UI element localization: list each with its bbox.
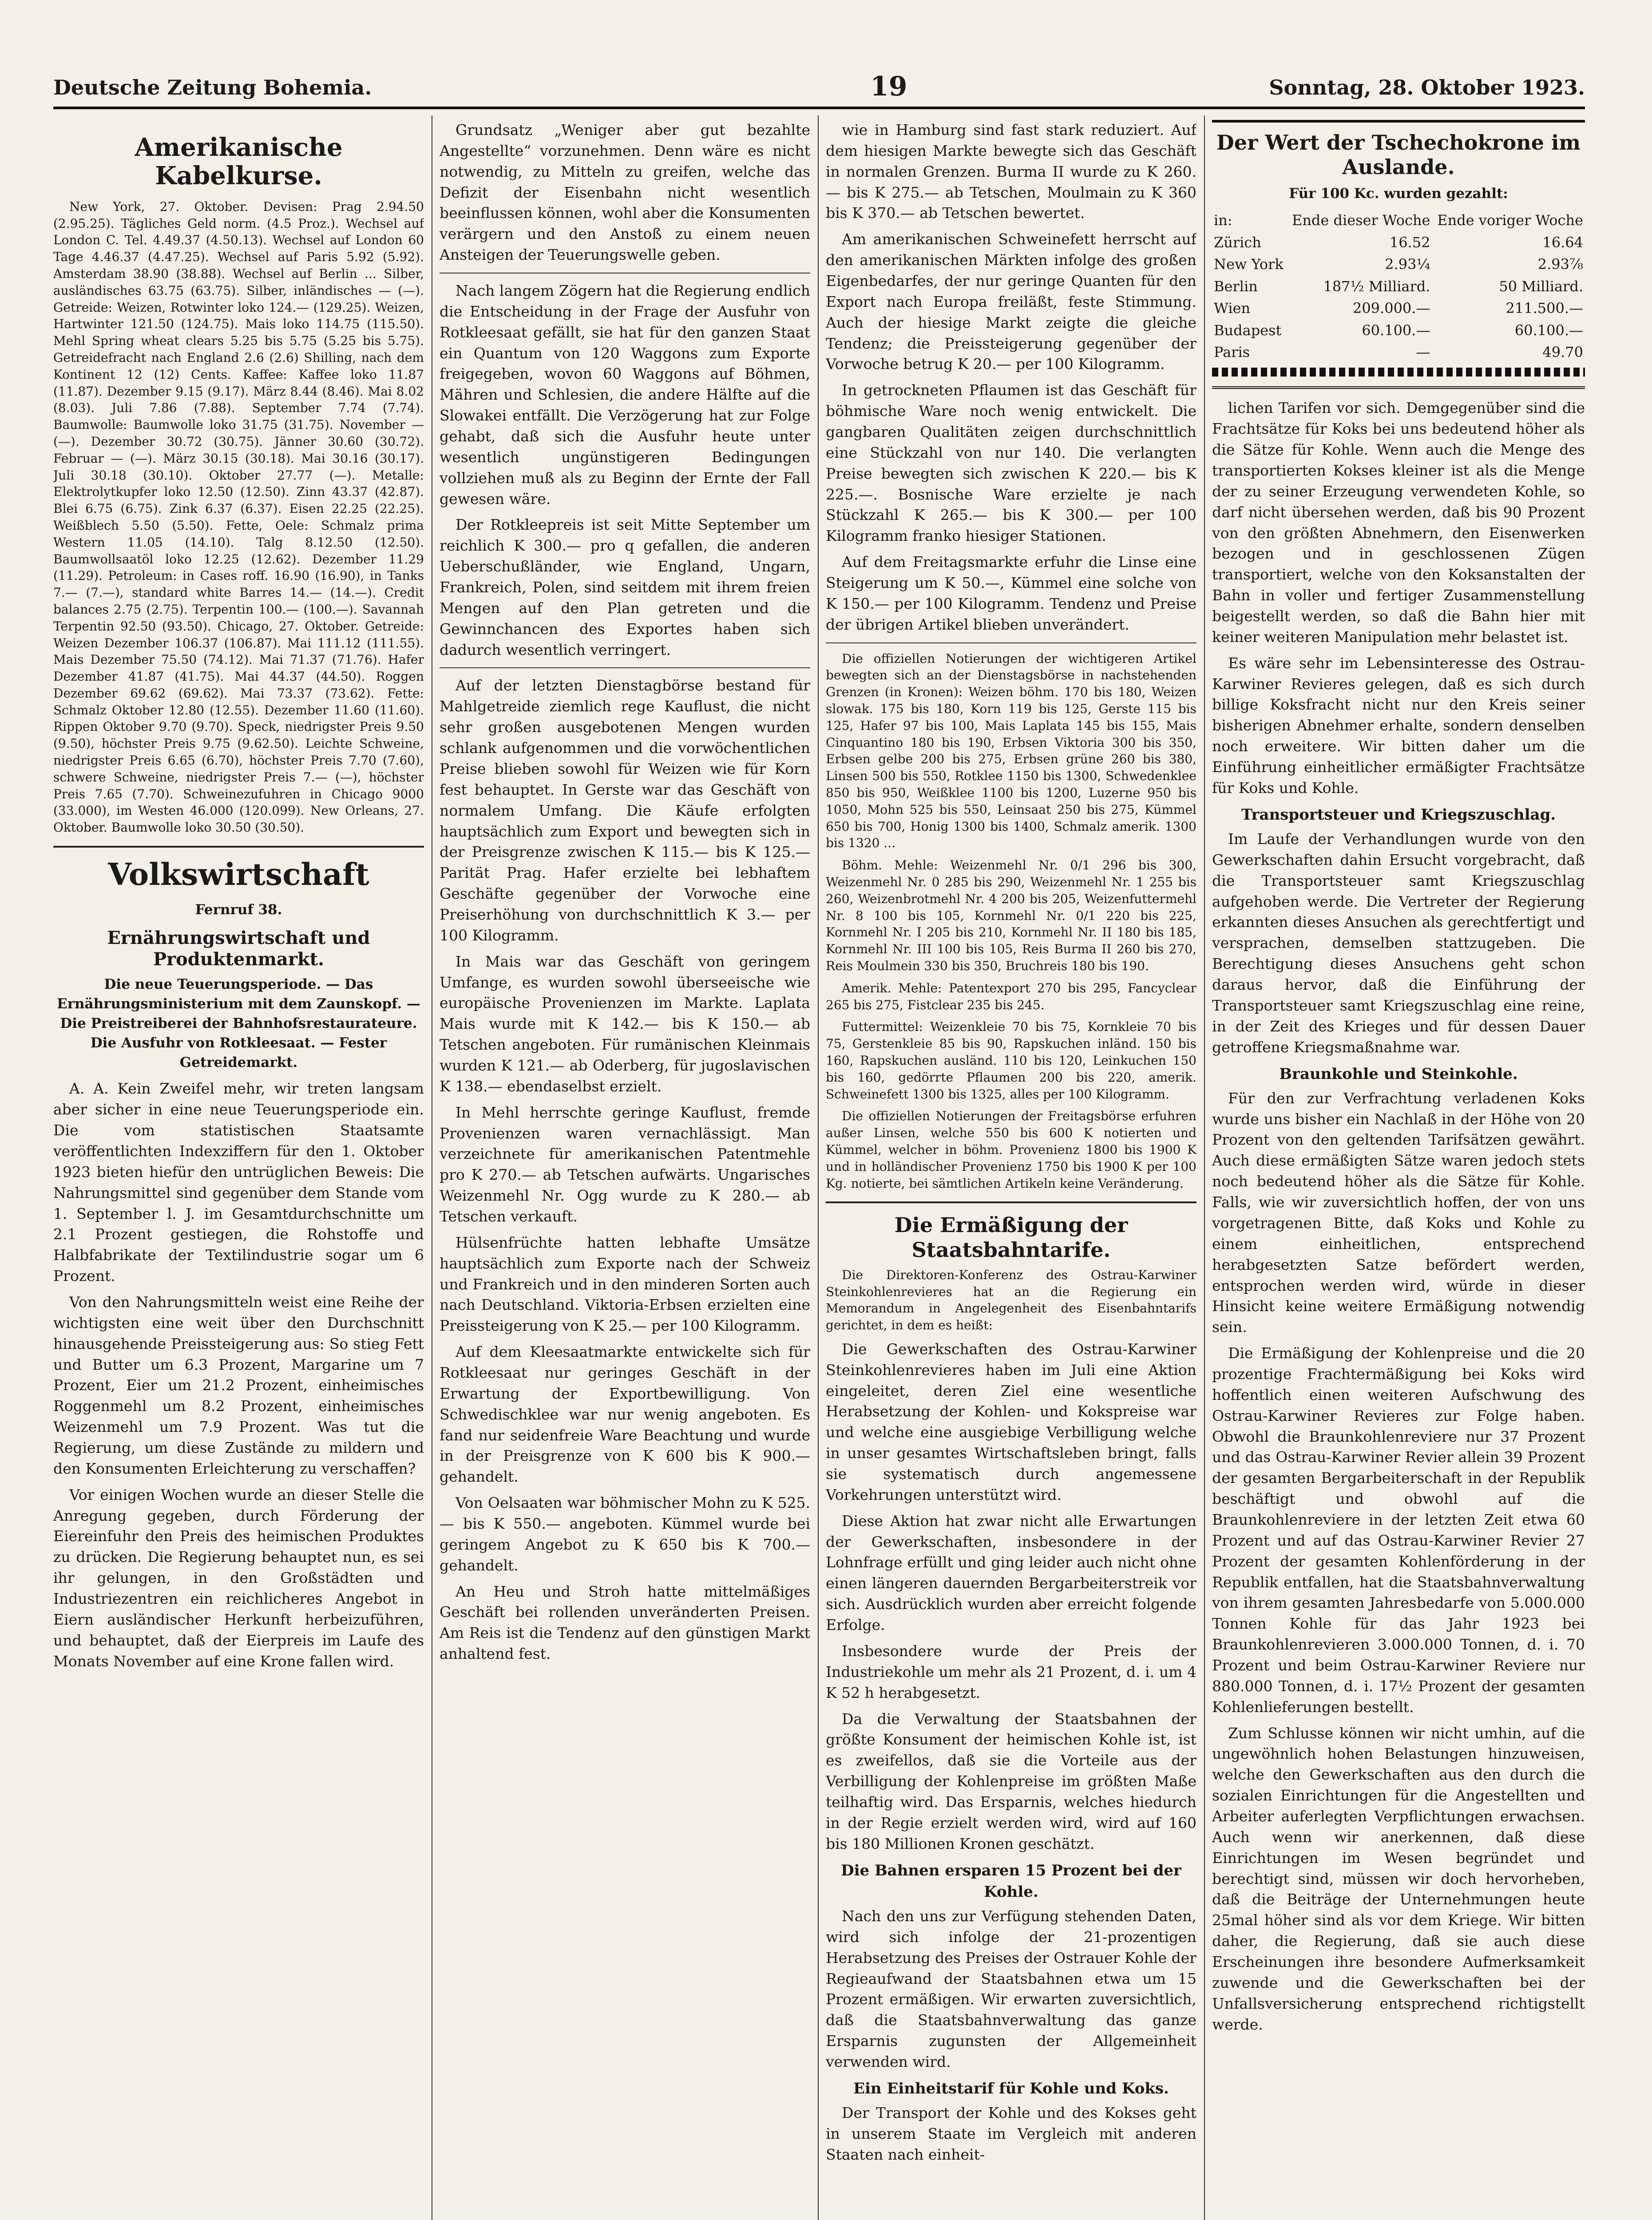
article-paragraph: lichen Tarifen vor sich. Demgegenüber sind die Frachtsätze für Koks bei uns bedeutend höher als die Sätze für Kohle. Wenn auch die Menge des transportierten Kokses kleiner ist als die Menge der zu seiner Erzeugung verwendeten Kohle, so darf nicht übersehen werden, daß bis 90 Prozent von den größten Abnehmern, den Eisenwerken bezogen und in geschlossenen Zügen transportiert, welche von den Koksanstalten der Bahn in voller und fertiger Zusammenstellung beigestellt werden, so daß die Bahn hier mit keiner weiteren Manipulation mehr belastet ist.: [1212, 399, 1585, 646]
article-paragraph: Für den zur Verfrachtung verladenen Koks wurde uns bisher ein Nachlaß in der Höhe von 20 Prozent von den geltenden Tarifsätzen gewährt. Auch diese ermäßigten Sätze waren jedoch stets noch bedeutend höher als die Sätze für Kohle. Falls, wie wir zuversichtlich hoffen, der von uns vorgetragenen Bitte, daß Koks und Kohle zu einem einheitlichen, entsprechend herabgesetzten Satze befördert werden, entsprochen werden wird, würde in dieser Hinsicht keine weitere Ermäßigung notwendig sein.: [1212, 1089, 1585, 1336]
table-row: [1212, 320, 1585, 341]
table-row: [1212, 297, 1585, 319]
article-paragraph: In getrockneten Pflaumen ist das Geschäft für böhmische Ware noch wenig entwickelt. Die gangbaren Qualitäten zeigen durchschnittlich eine Stückzahl von nur 140. Die verlangten Preise bewegten sich zwischen K 220.— bis K 225.—. Bosnische Ware erzielte je nach Stückzahl K 265.— bis K 300.— per 100 Kilogramm franko hiesiger Stationen.: [826, 381, 1196, 545]
volkswirtschaft-heading: Volkswirtschaft: [108, 857, 369, 893]
paper-name: Deutsche Zeitung Bohemia.: [53, 75, 372, 99]
issue-date: Sonntag, 28. Oktober 1923.: [1269, 75, 1585, 99]
article-paragraph: Die Ermäßigung der Kohlenpreise und die 20 prozentige Frachtermäßigung bei Koks wird hoffentlich einen weiteren Aufschwung des Ostrau-Karwiner Revieres zur Folge haben. Obwohl die Braunkohlenreviere nur 37 Prozent und das Ostrau-Karwiner Revier allein 39 Prozent der gesamten Bergarbeiterschaft in der Republik beschäftigt und obwohl auf die Braunkohlenreviere in der letzten Zeit etwa 60 Prozent und auf das Ostrau-Karwiner Revier 27 Prozent der gesamten Kohlenförderung in der Republik entfallen, hat die Staatsbahnverwaltung von ihrem gesamten Jahresbedarfe von 5.000.000 Tonnen Kohle für das Jahr 1923 bei Braunkohlenrevieren 3.000.000 Tonnen, d. i. 70 Prozent und beim Ostrau-Karwiner Reviere nur 880.000 Tonnen, d. i. 17½ Prozent der gesamten Kohlenlieferungen bestellt.: [1212, 1344, 1585, 1716]
table-row: [1212, 254, 1585, 275]
article-paragraph: Nach langem Zögern hat die Regierung endlich die Entscheidung in der Frage der Ausfuhr von Rotkleesaat gefällt, sie hat für den ganzen Staat ein Quantum von 120 Waggons zum Exporte freigegeben, wovon 60 Waggons auf Böhmen, Mähren und Schlesien, die andere Hälfte auf die Slowakei entfällt. Die Verzögerung hat zur Folge gehabt, daß sich die Ausfuhr heute unter wesentlich ungünstigeren Bedingungen vollziehen muß als zu Beginn der Ernte der Fall gewesen wäre.: [440, 282, 810, 507]
table-header: [1212, 210, 1585, 231]
article-paragraph: Von den Nahrungsmitteln weist eine Reihe der wichtigsten eine weit über den Durchschnitt hinausgehende Preissteigerung aus: So stieg Fett und Butter um 6.3 Prozent, Margarine um 7 Prozent, Eier um 21.2 Prozent, einheimisches Roggenmehl um 8.2 Prozent, einheimisches Weizenmehl um 7.9 Prozent. Was tut die Regierung, um diese Zustände zu mildern und den Konsumenten Erleichterung zu verschaffen?: [53, 1293, 424, 1477]
article-paragraph: Der Rotkleepreis ist seit Mitte September um reichlich K 300.— pro q gefallen, die anderen Ueberschußländer, wie England, Ungarn, Frankreich, Polen, sind seitdem mit ihrem freien Mengen auf den Plan getreten und die Gewinnchancen des Exportes haben sich dadurch wesentlich verringert.: [440, 516, 810, 658]
table-cell: Budapest: [1214, 321, 1282, 339]
paragraph-divider: [440, 667, 810, 668]
table-cell: 209.000.—: [1352, 300, 1430, 317]
article-paragraph: Grundsatz „Weniger aber gut bezahlte Angestellte“ vorzunehmen. Denn wäre es nicht notwendig, zu Mitteln zu greifen, welche das Defizit der Eisenbahn nicht wesentlich beeinflussen können, wohl aber die Konsumenten verärgern und den Anstoß zu einem neuen Ansteigen der Teuerungswelle geben.: [440, 121, 810, 264]
table-row: [1212, 232, 1585, 254]
column-4: [1212, 120, 1585, 2220]
braunkohle-heading: Braunkohle und Steinkohle.: [1279, 1065, 1518, 1083]
article-paragraph: Am amerikanischen Schweinefett herrscht auf den amerikanischen Märkten infolge des großen Eigenbedarfes, der nur geringe Quanten für den Export nach Europa freiläßt, feste Stimmung. Auch der hiesige Markt zeigte die gleiche Tendenz; die Preissteigerung gegenüber der Vorwoche betrug K 20.— per 100 Kilogramm.: [826, 230, 1196, 373]
masthead: [53, 67, 1585, 109]
article-paragraph: Auf der letzten Dienstagbörse bestand für Mahlgetreide ziemlich rege Kauflust, die nicht sehr großen ausgebotenen Mengen wurden schlank aufgenommen und die vorwöchentlichen Preise blieben sowohl für Weizen wie für Korn fest behauptet. In Gerste war das Geschäft von normalem Umfang. Die Käufe erfolgten hauptsächlich zum Export und bewegten sich in der Preisgrenze zwischen K 115.— bis K 125.— Parität Prag. Hafer erzielte bei lebhaftem Geschäfte gegenüber der Vorwoche eine Preiserhöhung von durchschnittlich K 3.— per 100 Kilogramm.: [440, 677, 810, 944]
ernaehrung-subheadings: Die neue Teuerungsperiode. — Das Ernährungsministerium mit dem Zaunskopf. — Die Preistreiberei der Bahnhofsrestaurateure. Die Ausfuhr von Rotkleesaat. — Fester Getreidemarkt.: [57, 976, 420, 1071]
article-paragraph: Auf dem Freitagsmarkte erfuhr die Linse eine Steigerung um K 50.—, Kümmel eine solche von K 150.— per 100 Kilogramm. Tendenz und Preise der übrigen Artikel blieben unverändert.: [826, 553, 1196, 633]
article-paragraph: In Mehl herrschte geringe Kauflust, fremde Provenienzen waren vernachlässigt. Man verzeichnete für amerikanischen Patentmehle pro K 270.— ab Tetschen aufwärts. Ungarisches Weizenmehl Nr. Ogg wurde zu K 280.— ab Tetschen verkauft.: [440, 1103, 810, 1225]
fernruf: Fernruf 38.: [195, 902, 282, 918]
article-paragraph: wie in Hamburg sind fast stark reduziert. Auf dem hiesigen Markte bewegte sich das Geschäft in normalen Grenzen. Burma II wurde zu K 260.— bis K 275.— ab Tetschen, Moulmain zu K 360 bis K 370.— ab Tetschen bewertet.: [826, 121, 1196, 222]
table-cell: New York: [1214, 256, 1284, 273]
article-paragraph: A. A. Kein Zweifel mehr, wir treten langsam aber sicher in eine neue Teuerungsperiode ein. Die vom statistischen Staatsamte veröffentlichten Indexziffern für den 1. Oktober 1923 bieten hiefür den untrüglichen Beweis: Die Nahrungsmittel sind gegenüber dem Stande vom 1. September l. J. im Gesamtdurchschnitte um 2.1 Prozent gestiegen, die Rohstoffe und Halbfabrikate der Textilindustrie sogar um 6 Prozent.: [53, 1080, 424, 1285]
article-paragraph: An Heu und Stroh hatte mittelmäßiges Geschäft bei rollenden unveränderten Preisen. Am Reis ist die Tendenz auf den günstigen Markt anhaltend fest.: [440, 1582, 810, 1663]
article-paragraph: In Mais war das Geschäft von geringem Umfange, es wurden sowohl überseeische wie europäische Provenienzen im Markte. Laplata Mais wurde mit K 142.— bis K 150.— ab Tetschen angeboten. Für rumänischen Kleinmais wurden K 121.— ab Oderberg, für jugoslavischen K 138.— ebendaselbst erzielt.: [440, 952, 810, 1095]
table-cell: Berlin: [1214, 278, 1258, 295]
page-number: 19: [870, 71, 907, 102]
section-divider: [53, 846, 424, 848]
paragraph-divider: [440, 273, 810, 274]
column-2: [440, 120, 810, 2220]
table-cell: Paris: [1214, 344, 1250, 361]
column-3: [826, 120, 1196, 2220]
article-paragraph: Insbesondere wurde der Preis der Industriekohle um mehr als 21 Prozent, d. i. um 4 K 52 h herabgesetzt.: [826, 1642, 1196, 1701]
column-rule: [818, 115, 819, 2220]
article-paragraph: Nach den uns zur Verfügung stehenden Daten, wird sich infolge der 21-prozentigen Herabsetzung des Preises der Ostrauer Kohle der Regieaufwand der Staatsbahnen etwa um 15 Prozent ermäßigen. Wir erwarten zuversichtlich, daß die Staatsbahnverwaltung das ganze Ersparnis zugunsten der Allgemeinheit verwenden wird.: [826, 1907, 1196, 2071]
futtermittel-text: Futtermittel: Weizenkleie 70 bis 75, Kornkleie 70 bis 75, Gerstenkleie 85 bis 90, Rapskuchen inländ. 150 bis 160, Rapskuchen ausländ. 110 bis 120, Leinkuchen 150 bis 160, gedörrte Pflaumen 200 bis 220, amerik. Schweinefett 1300 bis 1325, alles per 100 Kilogramm.: [826, 1019, 1196, 1102]
section-divider: [826, 1201, 1196, 1203]
table-cell: Wien: [1214, 300, 1251, 317]
table-cell: Zürich: [1214, 234, 1261, 251]
article-paragraph: Es wäre sehr im Lebensinteresse des Ostrau-Karwiner Revieres gelegen, daß es sich durch billige Koksfracht nicht nur den Kreis seiner bisherigen Abnehmer erhalte, sondern denselben noch erweitere. Wir bitten daher um die Einführung einheitlicher ermäßigter Frachtsätze für Koks und Kohle.: [1212, 654, 1585, 797]
krone-wert-subheading: Für 100 Kc. wurden gezahlt:: [1289, 186, 1508, 202]
table-cell: 60.100.—: [1362, 321, 1430, 339]
paragraph-divider: [826, 642, 1196, 643]
tarif-intro: Die Direktoren-Konferenz des Ostrau-Karwiner Steinkohlenrevieres hat an die Regierung ein Memorandum in Angelegenheit des Eisenbahntarifs gerichtet, in dem es heißt:: [826, 1267, 1196, 1333]
table-cell: 50 Milliard.: [1499, 278, 1583, 295]
table-cell: 187½ Milliard.: [1323, 278, 1430, 295]
table-row: [1212, 276, 1585, 297]
article-paragraph: Die Gewerkschaften des Ostrau-Karwiner Steinkohlenrevieres haben im Juli eine Aktion eingeleitet, deren Ziel eine wesentliche Herabsetzung der Kohlen- und Kokspreise war und welche eine ausgiebige Verbilligung welche in unser gesamtes Wirtschaftsleben bringt, falls sie systematisch durch angemessene Vorkehrungen unterstützt wird.: [826, 1340, 1196, 1503]
notierungen-text: Die offiziellen Notierungen der wichtigeren Artikel bewegten sich an der Dienstagsbörse in nachstehenden Grenzen (in Kronen): Weizen böhm. 170 bis 180, Weizen slowak. 175 bis 180, Korn 119 bis 125, Gerste 115 bis 125, Hafer 97 bis 100, Mais Laplata 145 bis 155, Mais Cinquantino 180 bis 190, Erbsen Viktoria 300 bis 350, Erbsen gelbe 200 bis 275, Erbsen grüne 260 bis 380, Linsen 500 bis 550, Rotklee 1150 bis 1300, Schwedenklee 850 bis 950, Weißklee 1100 bis 1200, Luzerne 950 bis 1050, Mohn 525 bis 550, Leinsaat 250 bis 275, Kümmel 650 bis 700, Honig 1300 bis 1400, Schmalz amerik. 1300 bis 1320 ...: [826, 651, 1196, 851]
ornamental-rule: [1212, 368, 1585, 377]
table-cell: 2.93⅞: [1537, 256, 1583, 273]
table-row: [1212, 341, 1585, 363]
article-paragraph: Auf dem Kleesaatmarkte entwickelte sich für Rotkleesaat nur geringes Geschäft in der Erwartung der Exportbewilligung. Von Schwedischklee war nur wenig angeboten. Es fand nur seidenfreie Ware Beachtung und wurde in der Preisgrenze von K 600 bis K 900.— gehandelt.: [440, 1343, 810, 1486]
table-cell: 60.100.—: [1514, 321, 1583, 339]
table-header-cell: Ende voriger Woche: [1437, 212, 1583, 229]
article-paragraph: Der Transport der Kohle und des Kokses geht in unserem Staate im Vergleich mit anderen Staaten nach einheit-: [826, 2104, 1196, 2163]
article-paragraph: Diese Aktion hat zwar nicht alle Erwartungen der Gewerkschaften, insbesondere in der Lohnfrage erfüllt und ging leider auch nicht ohne einen längeren dauernden Bergarbeiterstreik vor sich. Ausdrücklich wurden aber erreicht folgende Erfolge.: [826, 1512, 1196, 1634]
table-cell: 16.52: [1389, 234, 1430, 251]
article-paragraph: Hülsenfrüchte hatten lebhafte Umsätze hauptsächlich zum Exporte nach der Schweiz und Frankreich und in den minderen Sorten auch nach Deutschland. Viktoria-Erbsen erzielten eine Preissteigerung von K 25.— per 100 Kilogramm.: [440, 1233, 810, 1335]
amerik-mehle-text: Amerik. Mehle: Patentexport 270 bis 295, Fancyclear 265 bis 275, Fistclear 235 bis 245.: [826, 980, 1196, 1012]
table-cell: 16.64: [1542, 234, 1583, 251]
article-paragraph: Da die Verwaltung der Staatsbahnen der größte Konsument der heimischen Kohle ist, ist es zweifellos, daß sie die Vorteile aus der Verbilligung der Kohlenpreise im größten Maße teilhaftig wird. Das Ersparnis, welches hiedurch in der Regie erzielt werden wird, wird auf 160 bis 180 Millionen Kronen geschätzt.: [826, 1710, 1196, 1852]
article-paragraph: Von Oelsaaten war böhmischer Mohn zu K 525.— bis K 550.— angeboten. Kümmel wurde bei geringem Angebot zu K 650 bis K 700.— gehandelt.: [440, 1494, 810, 1574]
column-1: [53, 120, 424, 2220]
krone-wert-table: [1212, 210, 1585, 363]
table-header-cell: in:: [1214, 212, 1232, 229]
table-cell: 2.93¼: [1385, 256, 1430, 273]
kabelkurse-heading: Amerikanische Kabelkurse.: [135, 133, 343, 191]
article-paragraph: Vor einigen Wochen wurde an dieser Stelle die Anregung gegeben, durch Förderung der Eiereinfuhr den Preis des heimischen Produktes zu drücken. Die Regierung behauptet nun, es sei ihr gelungen, in den Großstädten und Industriezentren ein reichlicheres Angebot in Eiern ausländischer Herkunft herbeizuführen, und behauptet, daß der Eierpreis im Laufe des Monats November auf eine Krone fallen wird.: [53, 1486, 424, 1670]
table-cell: 49.70: [1542, 344, 1583, 361]
staatsbahntarife-heading: Die Ermäßigung der Staatsbahntarife.: [894, 1213, 1128, 1262]
einheitstarif-heading: Ein Einheitstarif für Kohle und Koks.: [853, 2079, 1169, 2097]
article-paragraph: Zum Schlusse können wir nicht umhin, auf die ungewöhnlich hohen Belastungen hinzuweisen, welche den Gewerkschaften aus den durch die sozialen Einrichtungen für die Angestellten und Arbeiter auferlegten Verpflichtungen erwachsen. Auch wenn wir anerkennen, daß diese Einrichtungen im Wesen begründet und berechtigt sind, müssen wir doch hervorheben, daß die Beiträge der Unternehmungen heute 25mal höher sind als vor dem Kriege. Wir bitten daher, die Regierung, daß sie auch diese Erscheinungen ihre besondere Aufmerksamkeit zuwende und die Gewerkschaften bei der Unfallsversicherung entsprechend richtigstellt werde.: [1212, 1724, 1585, 2033]
transportsteuer-heading: Transportsteuer und Kriegszuschlag.: [1241, 805, 1556, 824]
freitagsboerse-text: Die offiziellen Notierungen der Freitagsbörse erfuhren außer Linsen, welche 550 bis 600 K notierten und Kümmel, welcher in böhm. Provenienz 1800 bis 1900 K und in holländischer Provenienz 1750 bis 1900 K per 100 Kg. notierte, bei sämtlichen Artikeln keine Veränderung.: [826, 1109, 1196, 1191]
table-cell: —: [1416, 344, 1430, 361]
kabelkurse-text: New York, 27. Oktober. Devisen: Prag 2.94.50 (2.95.25). Tägliches Geld norm. (4.5 Proz.). Wechsel auf London C. Tel. 4.49.37 (4.50.13). Wechsel auf London 60 Tage 4.46.37 (4.47.25). Wechsel auf Paris 5.92 (5.92). Amsterdam 38.90 (38.88). Wechsel auf Berlin ... Silber, ausländisches 63.75 (63.75). Silber, inländisches — (—). Getreide: Weizen, Rotwinter loko 124.— (129.25). Weizen, Hartwinter 121.50 (124.75). Mais loko 114.75 (115.50). Mehl Spring wheat clears 5.25 bis 5.75 (5.25 bis 5.75). Getreidefracht nach England 2.6 (2.6) Shilling, nach dem Kontinent 12 (12) Cents. Kaffee: Kaffee loko 11.87 (11.87). Dezember 9.15 (9.17). März 8.44 (8.46). Mai 8.02 (8.03). Juli 7.86 (7.88). September 7.74 (7.74). Baumwolle: Baumwolle loko 31.75 (31.75). November — (—). Dezember 30.72 (30.75). Jänner 30.60 (30.72). Februar — (—). März 30.15 (30.18). Mai 30.16 (30.17). Juli 30.18 (30.10). Oktober 27.77 (—). Metalle: Elektrolytkupfer loko 12.50 (12.50). Zinn 43.37 (42.87). Blei 6.75 (6.75). Zink 6.37 (6.37). Eisen 22.25 (22.25). Weißblech 5.50 (5.50). Fette, Oele: Schmalz prima Western 11.05 (14.10). Talg 8.12.50 (12.50). Baumwollsaatöl loko 12.25 (12.62). Dezember 11.29 (11.29). Petroleum: in Cases roff. 16.90 (16.90), in Tanks 7.— (7.—), standard white Barres 14.— (14.—). Credit balances 2.75 (2.75). Terpentin 100.— (100.—). Savannah Terpentin 92.50 (93.50). Chicago, 27. Oktober. Getreide: Weizen Dezember 106.37 (106.87). Mai 111.12 (111.55). Mais Dezember 75.50 (74.12). Mai 71.37 (71.76). Hafer Dezember 41.87 (41.75). Mai 44.37 (44.50). Roggen Dezember 69.62 (69.62). Mai 73.37 (73.62). Fette: Schmalz Oktober 12.80 (12.55). Dezember 11.60 (11.60). Rippen Oktober 9.70 (9.70). Speck, niedrigster Preis 9.50 (9.50), höchster Preis 9.75 (9.62.50). Leichte Schweine, niedrigster Preis 6.65 (6.70), höchster Preis 7.70 (7.60), schwere Schweine, niedrigster Preis 7.— (—), höchster Preis 7.65 (7.70). Schweinezufuhren in Chicago 9000 (33.000), im Westen 46.000 (120.099). New Orleans, 27. Oktober. Baumwolle loko 30.50 (30.50).: [53, 199, 424, 835]
krone-wert-heading: Der Wert der Tschechokrone im Auslande.: [1216, 131, 1581, 179]
article-paragraph: Im Laufe der Verhandlungen wurde von den Gewerkschaften dahin Ersucht vorgebracht, daß die Transportsteuer samt Kriegszuschlag aufgehoben werde. Die Vertreter der Regierung erkannten dieses Ansuchen als gerechtfertigt und versprachen, demselben stattzugeben. Die Berechtigung dieses Ansuchens geht schon daraus hervor, daß die Einführung der Transportsteuer samt Kriegszuschlag eine reine, in der Zeit des Krieges und für dessen Dauer getroffene Kriegsmaßnahme war.: [1212, 830, 1585, 1056]
table-cell: 211.500.—: [1505, 300, 1583, 317]
table-header-cell: Ende dieser Woche: [1291, 212, 1430, 229]
bahnen-heading: Die Bahnen ersparen 15 Prozent bei der Kohle.: [841, 1861, 1181, 1901]
mehle-text: Böhm. Mehle: Weizenmehl Nr. 0/1 296 bis 300, Weizenmehl Nr. 0 285 bis 290, Weizenmehl Nr. 1 255 bis 260, Weizenbrotmehl Nr. 4 200 bis 205, Weizenfuttermehl Nr. 8 100 bis 105, Kornmehl Nr. 0/1 220 bis 225, Kornmehl Nr. I 205 bis 210, Kornmehl Nr. II 180 bis 185, Kornmehl Nr. III 100 bis 105, Reis Burma II 260 bis 270, Reis Moulmein 330 bis 350, Bruchreis 180 bis 190.: [826, 858, 1196, 973]
column-rule: [1204, 115, 1205, 2220]
ernaehrung-heading: Ernährungswirtschaft und Produktenmarkt.: [107, 928, 370, 970]
krone-wert-box: [1212, 120, 1585, 389]
